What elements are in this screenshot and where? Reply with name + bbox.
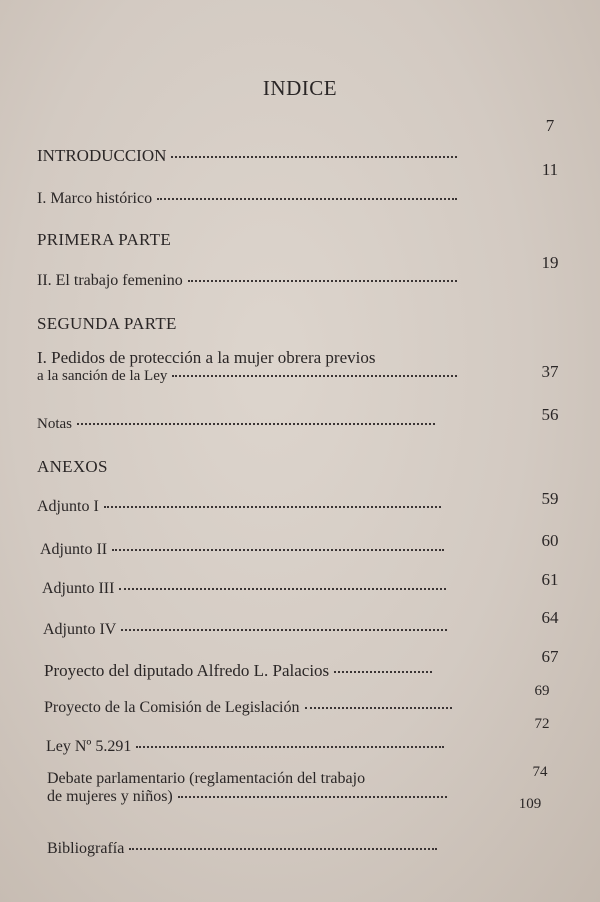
entry-label: Ley Nº 5.291 [46, 738, 132, 755]
entry-label: Bibliografía [47, 840, 125, 857]
toc-entry-notas [37, 416, 435, 433]
entry-label-line2: de mujeres y niños) [47, 788, 173, 805]
dot-leader [121, 628, 447, 631]
entry-label: Notas [37, 416, 72, 432]
toc-entry-adjunto-2 [40, 541, 444, 559]
toc-entry-bibliografia [47, 840, 437, 858]
toc-entry-adjunto-4 [43, 621, 447, 639]
page-number: 11 [541, 160, 559, 179]
toc-entry-adjunto-1 [37, 498, 441, 516]
entry-label: Proyecto del diputado Alfredo L. Palacios [44, 661, 330, 680]
page-number: 61 [541, 570, 559, 589]
heading-anexos: ANEXOS [37, 457, 108, 476]
dot-leader [171, 155, 457, 158]
toc-entry-marco-historico [37, 190, 457, 208]
toc-entry-proyecto-comision [44, 699, 452, 717]
page-number: 60 [541, 531, 559, 550]
entry-label: II. El trabajo femenino [37, 272, 183, 289]
dot-leader [77, 422, 435, 425]
dot-leader [104, 505, 441, 508]
page-number: 59 [541, 489, 559, 508]
page-number: 67 [541, 647, 559, 666]
entry-label: Proyecto de la Comisión de Legislación [44, 699, 300, 716]
heading-segunda-parte: SEGUNDA PARTE [37, 314, 177, 333]
entry-label: Adjunto II [40, 541, 108, 558]
toc-entry-proyecto-diputado [44, 661, 432, 681]
dot-leader [305, 706, 453, 709]
dot-leader [112, 548, 444, 551]
entry-label-line2: a la sanción de la Ley [37, 368, 168, 384]
entry-label-line1: I. Pedidos de protección a la mujer obrera previos [37, 348, 376, 367]
toc-entry-debate-parlamentario [47, 770, 447, 806]
entry-label: Adjunto I [37, 498, 99, 515]
dot-leader [334, 670, 432, 673]
page-number: 37 [541, 362, 559, 381]
dot-leader [188, 279, 457, 282]
page-number: 74 [532, 764, 548, 780]
index-title: INDICE [262, 76, 338, 100]
page-number: 69 [534, 683, 550, 699]
toc-entry-ley [46, 738, 444, 756]
dot-leader [172, 374, 457, 377]
page-number: 7 [545, 116, 555, 135]
dot-leader [157, 197, 457, 200]
entry-label: Adjunto IV [43, 621, 117, 638]
page-number: 64 [541, 608, 559, 627]
entry-label: Adjunto III [42, 580, 115, 597]
toc-entry-adjunto-3 [42, 580, 446, 598]
toc-entry-pedidos-proteccion [37, 348, 457, 385]
page-number: 56 [541, 405, 559, 424]
entry-label: I. Marco histórico [37, 190, 153, 207]
toc-entry-trabajo-femenino [37, 272, 457, 290]
entry-label: INTRODUCCION [37, 146, 167, 165]
dot-leader [119, 587, 446, 590]
page-number: 19 [541, 253, 559, 272]
dot-leader [136, 745, 444, 748]
dot-leader [129, 847, 437, 850]
dot-leader [178, 795, 447, 798]
page-number: 109 [518, 796, 542, 812]
page-number: 72 [534, 716, 550, 732]
toc-entry-introduccion [37, 146, 457, 166]
heading-primera-parte: PRIMERA PARTE [37, 230, 172, 249]
entry-label-line1: Debate parlamentario (reglamentación del trabajo [47, 770, 366, 787]
